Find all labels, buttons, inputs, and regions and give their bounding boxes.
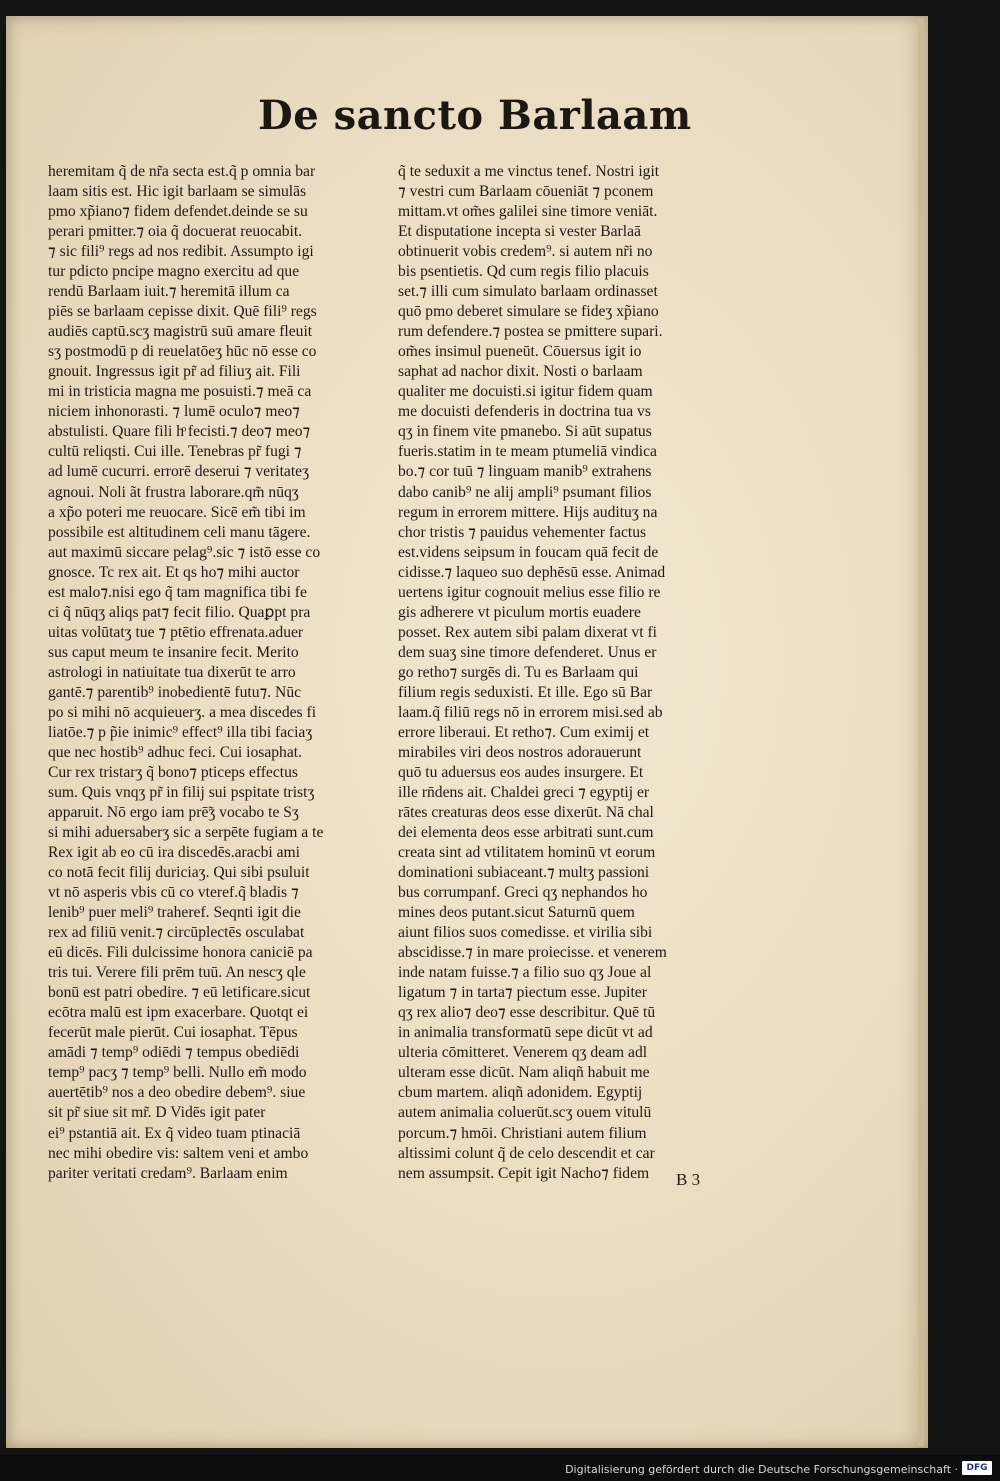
text-line: qʒ rex alio⁊ deo⁊ esse describitur. Quē tū xyxy=(398,1004,656,1022)
text-line: apparuit. Nō ergo iam prē̃ʒ vocabo te Sʒ xyxy=(48,804,299,821)
text-line: Cur rex tristarʒ q̃ bono⁊ pticeps effectus xyxy=(48,763,298,781)
text-line: pariter veritati credam⁹. Barlaam enim xyxy=(48,1164,288,1182)
text-column-left xyxy=(48,162,386,1184)
text-line: ulteria cōmitteret. Venerem qʒ deam adl xyxy=(398,1044,648,1062)
text-line: vt nō asperis vbis cū co vteref.q̃ bladis ⁊ xyxy=(48,884,299,902)
text-line: cbum martem. aliqñ adonidem. Egyptij xyxy=(398,1084,643,1102)
text-line: co notā fecit filij duriciaʒ. Qui sibi psuluit xyxy=(48,864,310,882)
text-line: dei elementa deos esse arbitrati sunt.cum xyxy=(398,824,654,842)
text-line: abstulisti. Quare fili hͦ fecisti.⁊ deo⁊ meo⁊ xyxy=(48,423,311,441)
running-title: De sancto Barlaam xyxy=(258,92,692,139)
footer-credit: Digitalisierung gefördert durch die Deutsche Forschungsgemeinschaft · xyxy=(565,1463,958,1476)
text-line: ulteram esse dicūt. Nam aliqñ habuit me xyxy=(398,1064,650,1082)
text-line: mittam.vt om̃es galilei sine timore veniāt. xyxy=(398,203,658,221)
text-line: bus corrumpanf. Greci qʒ nephandos ho xyxy=(398,884,648,902)
text-line: mi in tristicia magna me posuisti.⁊ meā ca xyxy=(48,383,312,401)
text-line: rum defendere.⁊ postea se pmittere supari. xyxy=(398,323,663,341)
text-line: laam sitis est. Hic igit barlaam se simulās xyxy=(48,183,307,201)
text-line: piēs se barlaam cepisse dixit. Quē fili⁹ regs xyxy=(48,303,317,321)
text-line: astrologi in natiuitate tua dixerūt te arro xyxy=(48,663,296,681)
text-line: quō tu aduersus eos audes insurgere. Et xyxy=(398,763,644,781)
text-line: fecerūt male pierūt. Cui iosaphat. Tēpus xyxy=(48,1024,298,1042)
text-line: errore liberaui. Et retho⁊. Cum eximij et xyxy=(398,723,650,741)
text-line: est malo⁊.nisi ego q̃ tam magnifica tibi fe xyxy=(48,583,307,601)
text-line: inde natam fuisse.⁊ a filio suo qʒ Joue al xyxy=(398,964,652,982)
text-line: ecōtra malū est ipm exacerbare. Quotqt ei xyxy=(48,1004,309,1022)
text-line: po si mihi nō acquieuerʒ. a mea discedes fi xyxy=(48,703,317,721)
page-edge xyxy=(918,18,924,1446)
text-line: q̃ te seduxit a me vinctus tenef. Nostri igit xyxy=(398,163,660,180)
text-line: lenib⁹ puer meli⁹ traheref. Seqnti igit die xyxy=(48,904,301,922)
text-line: amādi ⁊ temp⁹ odiēdi ⁊ tempus obediēdi xyxy=(48,1044,300,1062)
text-line: ⁊ sic fili⁹ regs ad nos redibit. Assumpto igi xyxy=(48,243,314,261)
text-line: rex ad filiū venit.⁊ circūplectēs osculabat xyxy=(48,924,305,942)
text-column-right xyxy=(398,162,736,1184)
text-line: altissimi colunt q̃ de celo descendit et car xyxy=(398,1144,655,1162)
text-line: temp⁹ pacʒ ⁊ temp⁹ belli. Nullo em̃ modo xyxy=(48,1064,307,1082)
text-line: set.⁊ illi cum simulato barlaam ordinasset xyxy=(398,283,658,301)
text-line: ci q̃ nūqʒ aliqs pat⁊ fecit filio. Quaꝑpt pra xyxy=(48,603,311,621)
text-line: ⁊ vestri cum Barlaam cōueniāt ⁊ pconem xyxy=(398,183,654,201)
text-line: posset. Rex autem sibi palam dixerat vt fi xyxy=(398,623,657,641)
dfg-logo: DFG xyxy=(962,1461,992,1475)
text-line: cultū reliqsti. Cui ille. Tenebras pr̃ fugi ⁊ xyxy=(48,443,302,461)
signature-mark: B 3 xyxy=(676,1170,701,1189)
text-line: chor tristis ⁊ pauidus vehementer factus xyxy=(398,523,647,541)
text-line: est.videns seipsum in foucam quā fecit de xyxy=(398,543,659,561)
text-line: ille rn̄dens ait. Chaldei greci ⁊ egyptij er xyxy=(398,783,650,801)
text-line: ligatum ⁊ in tarta⁊ piectum esse. Jupiter xyxy=(398,984,647,1002)
text-line: bis psentietis. Qd cum regis filio placuis xyxy=(398,263,649,281)
text-line: niciem inhonorasti. ⁊ lumē oculo⁊ meo⁊ xyxy=(48,403,300,421)
text-line: eū dicēs. Fili dulcissime honora caniciē pa xyxy=(48,944,313,962)
text-line: bo.⁊ cor tuū ⁊ linguam manib⁹ extrahens xyxy=(398,463,652,481)
text-line: mines deos putant.sicut Saturnū quem xyxy=(398,904,635,922)
text-line: autem animalia coluerūt.scʒ ouem vitulū xyxy=(398,1104,652,1122)
text-line: regum in errorem mittere. Hijs audituʒ na xyxy=(398,503,658,521)
text-line: audiēs captū.scʒ magistrū suū amare fleuit xyxy=(48,323,313,341)
text-line: heremitam q̃ de nr̃a secta est.q̃ p omnia bar xyxy=(48,163,316,180)
text-line: nec mihi obedire vis: saltem veni et ambo xyxy=(48,1144,309,1162)
text-line: sum. Quis vnqʒ pr̃ in filij sui pspitate tristʒ xyxy=(48,783,315,801)
text-line: aiunt filios suos comedisse. et virilia sibi xyxy=(398,924,653,942)
text-line: go retho⁊ surgēs di. Tu es Barlaam qui xyxy=(398,663,639,681)
text-line: Rex igit ab eo cū ira discedēs.aracbi ami xyxy=(48,844,300,862)
text-line: gnosce. Tc rex ait. Et qs ho⁊ mihi auctor xyxy=(48,563,300,581)
text-line: qualiter me docuisti.si igitur fidem quam xyxy=(398,383,653,401)
text-line: dabo canib⁹ ne alij ampli⁹ psumant filios xyxy=(398,483,652,501)
text-line: rātes creaturas deos esse dixerūt. Nā chal xyxy=(398,804,654,821)
text-line: nem assumpsit. Cepit igit Nacho⁊ fidem xyxy=(398,1164,650,1182)
text-line: fueris.statim in te meam ptumeliā vindica xyxy=(398,443,657,461)
text-line: possibile est altitudinem celi manu tāgere. xyxy=(48,523,311,541)
text-line: in animalia transformatū sepe dicūt vt ad xyxy=(398,1024,653,1042)
text-line: gis adherere vt piculum mortis euadere xyxy=(398,603,641,621)
text-line: laam.q̃ filiū regs nō in errorem misi.sed ab xyxy=(398,703,663,721)
text-line: obtinuerit vobis credem⁹. si autem nr̃i no xyxy=(398,243,653,261)
text-line: aut maximū siccare pelag⁹.sic ⁊ istō esse co xyxy=(48,543,321,561)
text-line: que nec hostib⁹ adhuc feci. Cui iosaphat. xyxy=(48,743,302,761)
text-line: tris tui. Verere fili prēm tuū. An nescʒ qle xyxy=(48,964,306,982)
text-line: agnoui. Noli ãt frustra laborare.qm̃ nūqʒ xyxy=(48,483,299,501)
text-line: uertens igitur cognouit melius esse filio re xyxy=(398,583,661,601)
text-line: filium regis seduxisti. Et ille. Ego sū Bar xyxy=(398,683,653,701)
text-line: ei⁹ pstantiā ait. Ex q̃ video tuam ptinaciā xyxy=(48,1124,301,1142)
text-line: om̃es insimul pueneūt. Cōuersus igit io xyxy=(398,343,642,361)
text-line: Et disputatione incepta si vester Barlaā xyxy=(398,223,641,241)
text-line: ad lumē cucurri. errorē deserui ⁊ veritateʒ xyxy=(48,463,310,481)
text-line: gnouit. Ingressus igit pr̃ ad filiuʒ ait. Fili xyxy=(48,363,301,381)
text-line: bonū est patri obedire. ⁊ eū letificare.sicut xyxy=(48,984,311,1002)
text-line: auertētib⁹ nos a deo obedire debem⁹. siue xyxy=(48,1084,306,1102)
text-line: gantē.⁊ parentib⁹ inobedientē futu⁊. Nūc xyxy=(48,683,302,701)
text-line: a xp̃o poteri me reuocare. Sicē em̃ tibi im xyxy=(48,503,306,521)
text-line: saphat ad nachor dixit. Nosti o barlaam xyxy=(398,363,643,381)
text-line: porcum.⁊ hmōi. Christiani autem filium xyxy=(398,1124,647,1142)
text-line: abscidisse.⁊ in mare proiecisse. et venerem xyxy=(398,944,667,962)
text-line: perari pmitter.⁊ oia q̃ docuerat reuocabit. xyxy=(48,223,303,241)
text-line: tur pdicto pncipe magno exercitu ad que xyxy=(48,263,300,281)
text-line: me docuisti defenderis in doctrina tua vs xyxy=(398,403,651,421)
text-line: rendū Barlaam iuit.⁊ heremitā illum ca xyxy=(48,283,290,301)
text-line: qʒ in finem vite pmanebo. Si aūt supatus xyxy=(398,423,652,441)
text-line: sit pr̃ siue sit mr̃. D Vidēs igit pater xyxy=(48,1104,266,1122)
text-line: creata sint ad vtilitatem hominū vt eorum xyxy=(398,844,656,862)
text-line: mirabiles viri deos nostros adorauerunt xyxy=(398,743,642,761)
text-line: uitas volūtatʒ tue ⁊ ptētio effrenata.aduer xyxy=(48,623,304,641)
text-line: pmo xp̃iano⁊ fidem defendet.deinde se su xyxy=(48,203,308,221)
text-line: sus caput meum te insanire fecit. Merito xyxy=(48,643,299,661)
text-line: dominationi subiaceant.⁊ multʒ passioni xyxy=(398,864,650,882)
text-line: sʒ postmodū p di reuelatōeʒ hūc nō esse co xyxy=(48,343,317,361)
text-line: liatōe.⁊ p p̃ie inimic⁹ effect⁹ illa tibi faciaʒ xyxy=(48,723,313,741)
text-line: quō pmo deberet simulare se fideʒ xp̃iano xyxy=(398,303,659,321)
text-line: cidisse.⁊ laqueo suo dephēsū esse. Animad xyxy=(398,563,666,581)
text-line: dem suaʒ sine timore defenderet. Unus er xyxy=(398,643,657,661)
text-line: si mihi aduersaberʒ sic a serpēte fugiam a te xyxy=(48,824,324,842)
